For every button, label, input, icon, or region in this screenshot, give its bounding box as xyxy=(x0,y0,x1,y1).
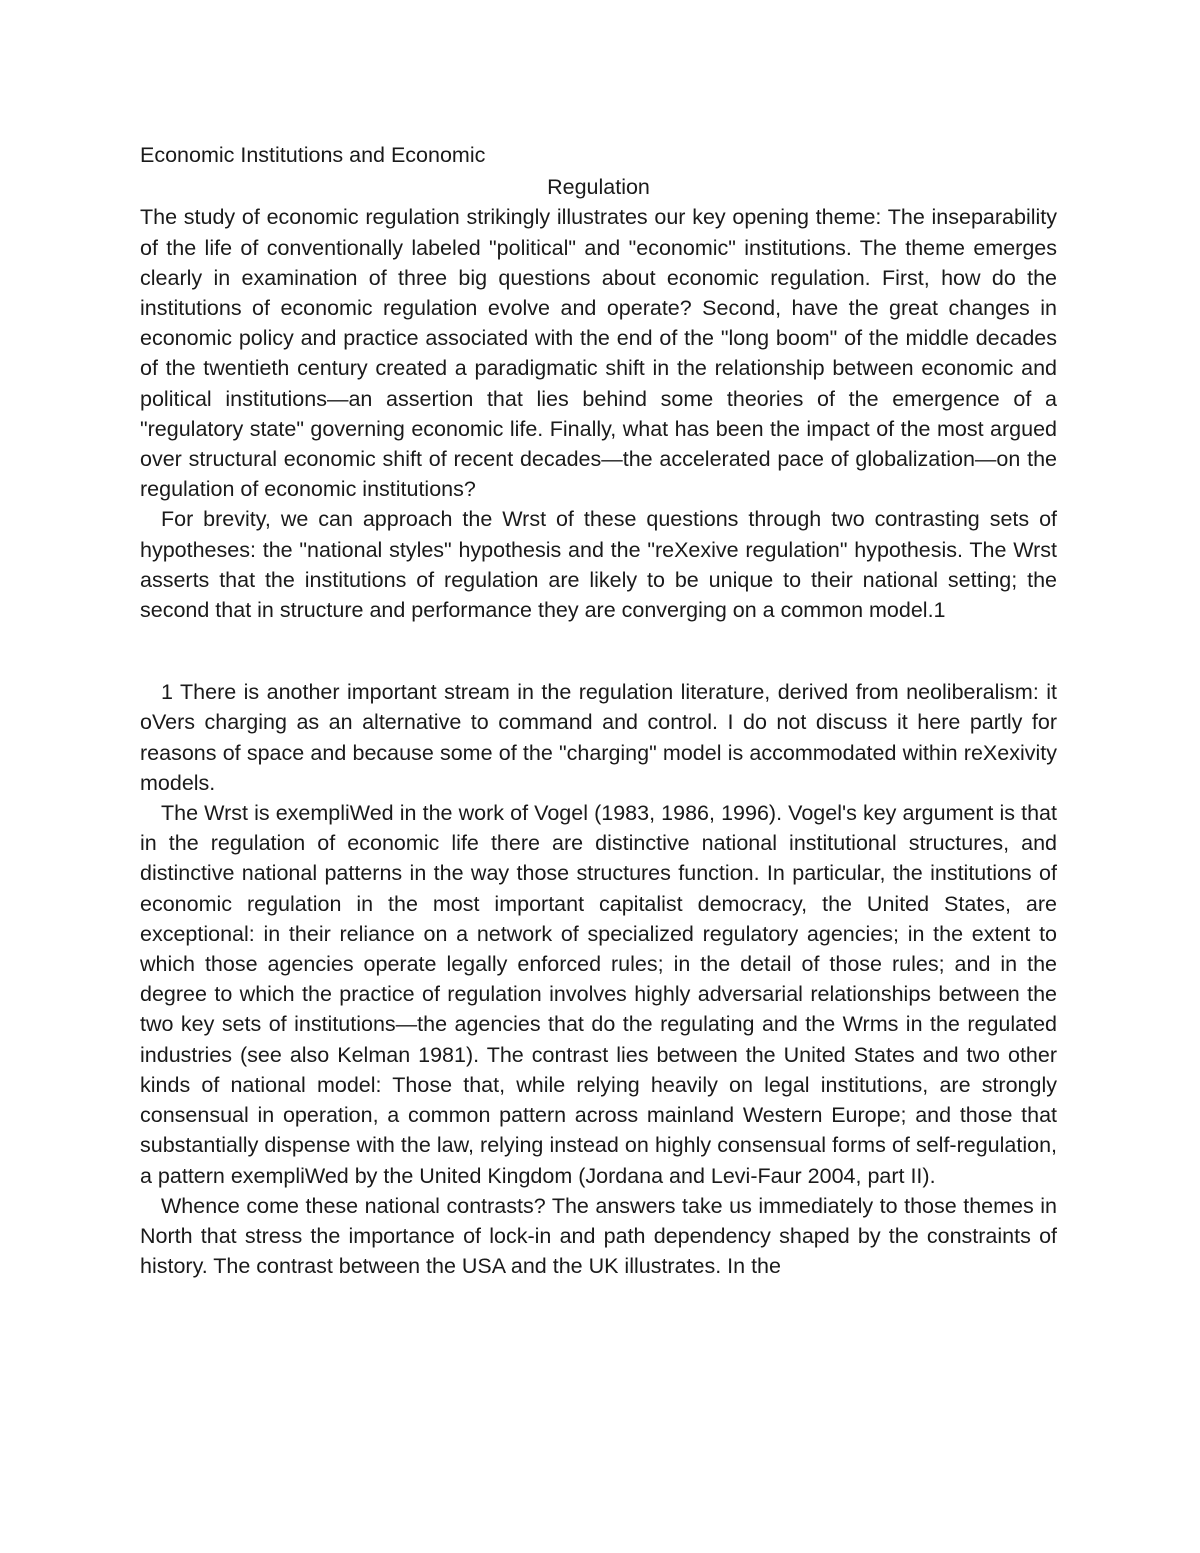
title-line-2: Regulation xyxy=(547,175,650,200)
paragraph-2: For brevity, we can approach the Wrst of these questions through two contrasting sets of hypotheses: the "national styles" hypothesis and the "reXexive regulation" hypothesis. The Wrst asserts that the institutions of regulation are likely to be unique to their national setting; the second that in structure and performance they are converging on a common model.1 xyxy=(140,507,1057,623)
paragraph-3: The Wrst is exempliWed in the work of Vogel (1983, 1986, 1996). Vogel's key argument is that in the regulation of economic life there are distinctive national institutional structures, and distinctive national patterns in the way those structures function. In particular, the institutions of economic regulation in the most important capitalist democracy, the United States, are exceptional: in their reliance on a network of specialized regulatory agencies; in the extent to which those agencies operate legally enforced rules; in the detail of those rules; and in the degree to which the practice of regulation involves highly adversarial relationships between the two key sets of institutions—the agencies that do the regulating and the Wrms in the regulated industries (see also Kelman 1981). The contrast lies between the United States and two other kinds of national model: Those that, while relying heavily on legal institutions, are strongly consensual in operation, a common pattern across mainland Western Europe; and those that substantially dispense with the law, relying instead on highly consensual forms of self-regulation, a pattern exempliWed by the United Kingdom (Jordana and Levi-Faur 2004, part II). xyxy=(140,801,1057,1188)
section-gap xyxy=(140,625,1057,677)
document-page xyxy=(140,140,1057,1281)
title-line-1: Economic Institutions and Economic xyxy=(140,143,486,167)
paragraph-1: The study of economic regulation strikingly illustrates our key opening theme: The inseparability of the life of conventionally labeled "political" and "economic" institutions. The theme emerges clearly in examination of three big questions about economic regulation. First, how do the institutions of economic regulation evolve and operate? Second, have the great changes in economic policy and practice associated with the end of the "long boom" of the middle decades of the twentieth century created a paradigmatic shift in the relationship between economic and political institutions—an assertion that lies behind some theories of the emergence of a "regulatory state" governing economic life. Finally, what has been the impact of the most argued over structural economic shift of recent decades—the accelerated pace of globalization—on the regulation of economic institutions? xyxy=(140,205,1057,502)
paragraph-4: Whence come these national contrasts? The answers take us immediately to those themes in North that stress the importance of lock-in and path dependency shaped by the constraints of history. The contrast between the USA and the UK illustrates. In the xyxy=(140,1193,1057,1279)
footnote-1: 1 There is another important stream in the regulation literature, derived from neoliberalism: it oVers charging as an alternative to command and control. I do not discuss it here partly for reasons of space and because some of the "charging" model is accommodated within reXexivity models. xyxy=(140,680,1057,795)
